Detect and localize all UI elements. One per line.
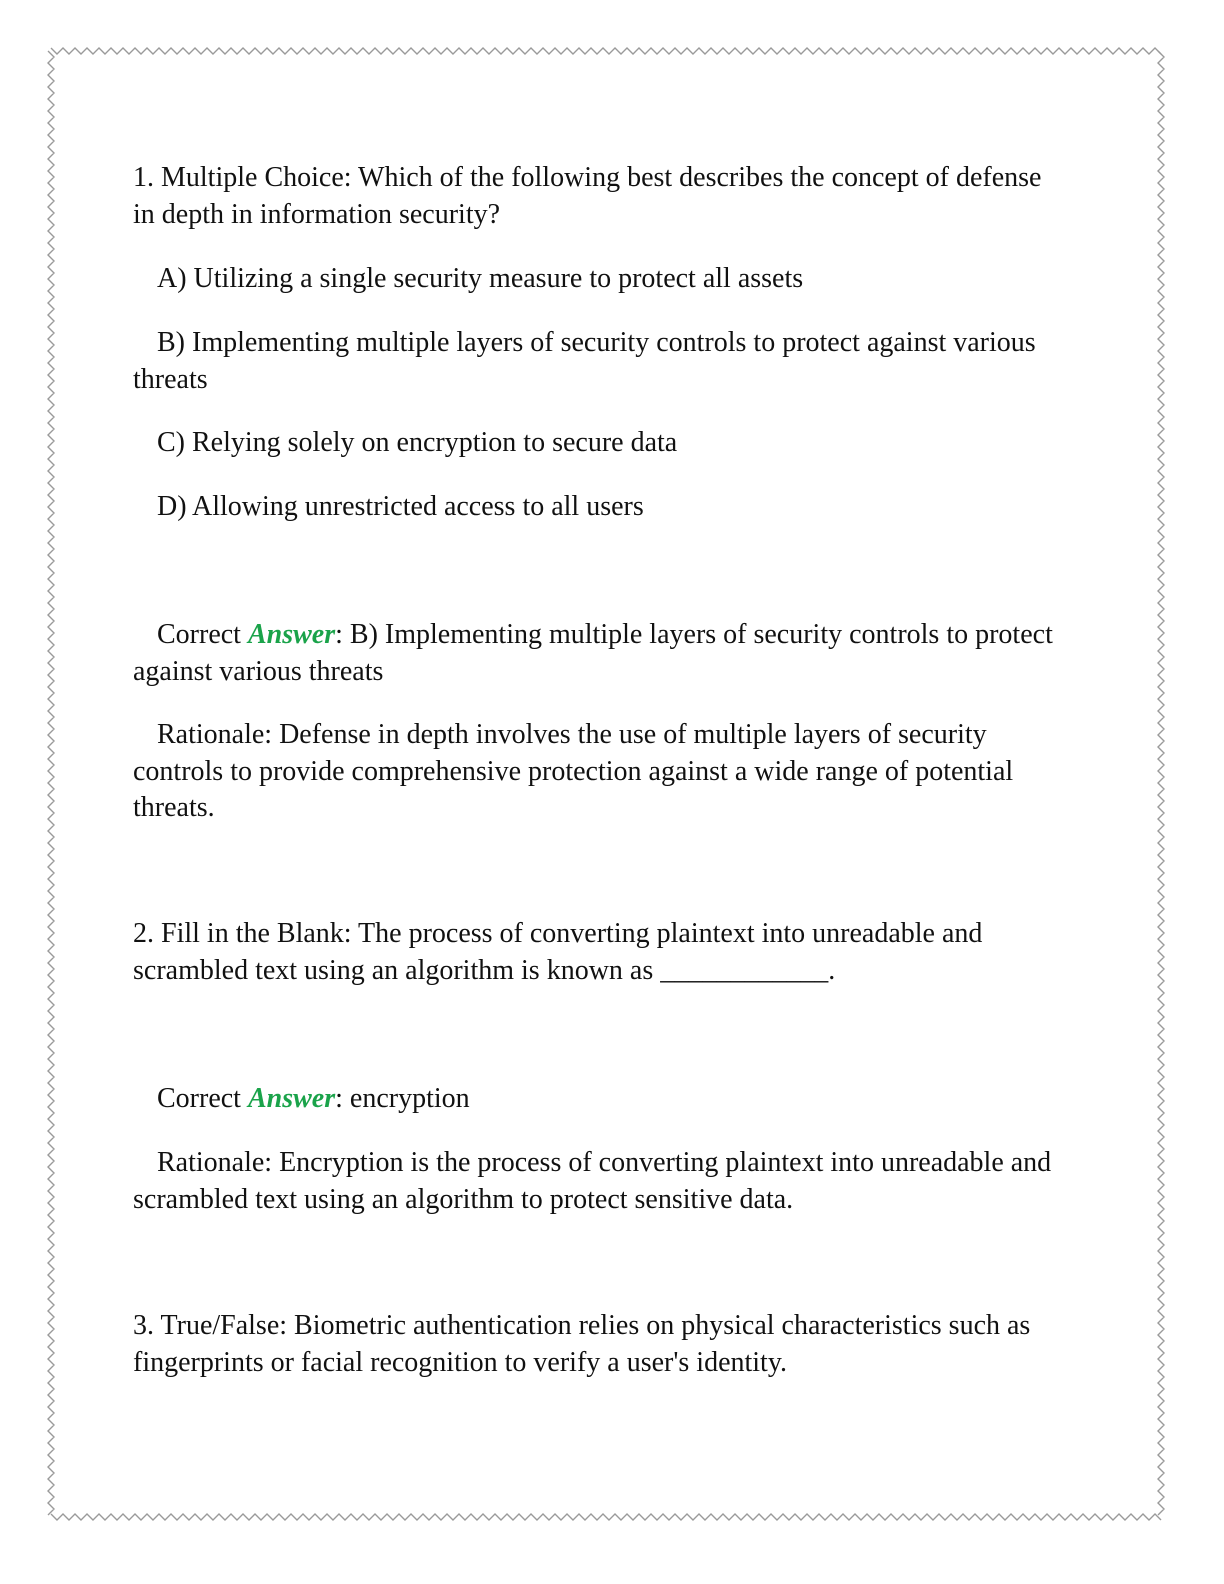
question-1-correct-answer [133,617,1063,690]
question-2-rationale: Rationale: Encryption is the process of converting plaintext into unreadable and scrambled text using an algorithm to protect sensitive data. [133,1147,1052,1215]
border-zigzag-line [51,1514,1161,1520]
question-1-option-d: D) Allowing unrestricted access to all users [157,491,644,522]
question-1-option-a: A) Utilizing a single security measure to protect all assets [157,263,804,294]
question-2-prompt: 2. Fill in the Blank: The process of converting plaintext into unreadable and scrambled text using an algorithm is known as ____________. [133,918,983,986]
question-1-option-b: B) Implementing multiple layers of security controls to protect against various threats [133,327,1036,395]
answer-prefix: Correct [157,619,248,650]
border-zigzag-line [48,51,54,1515]
border-zigzag-line [1158,51,1164,1515]
question-1-prompt: 1. Multiple Choice: Which of the following best describes the concept of defense in depth in information security? [133,162,1042,230]
question-3-prompt: 3. True/False: Biometric authentication relies on physical characteristics such as fingerprints or facial recognition to verify a user's identity. [133,1310,1031,1378]
answer-prefix: Correct [157,1083,248,1114]
answer-word: Answer [247,619,336,650]
answer-text: : encryption [335,1083,470,1114]
question-1-option-c: C) Relying solely on encryption to secure data [157,427,678,458]
question-2-correct-answer [133,1081,470,1118]
answer-text: : B) Implementing multiple layers of security controls to protect against various threats [133,619,1053,687]
border-zigzag-line [51,48,1161,54]
question-1-rationale: Rationale: Defense in depth involves the use of multiple layers of security controls to provide comprehensive protection against a wide range of potential threats. [133,719,1014,823]
answer-word: Answer [247,1083,336,1114]
